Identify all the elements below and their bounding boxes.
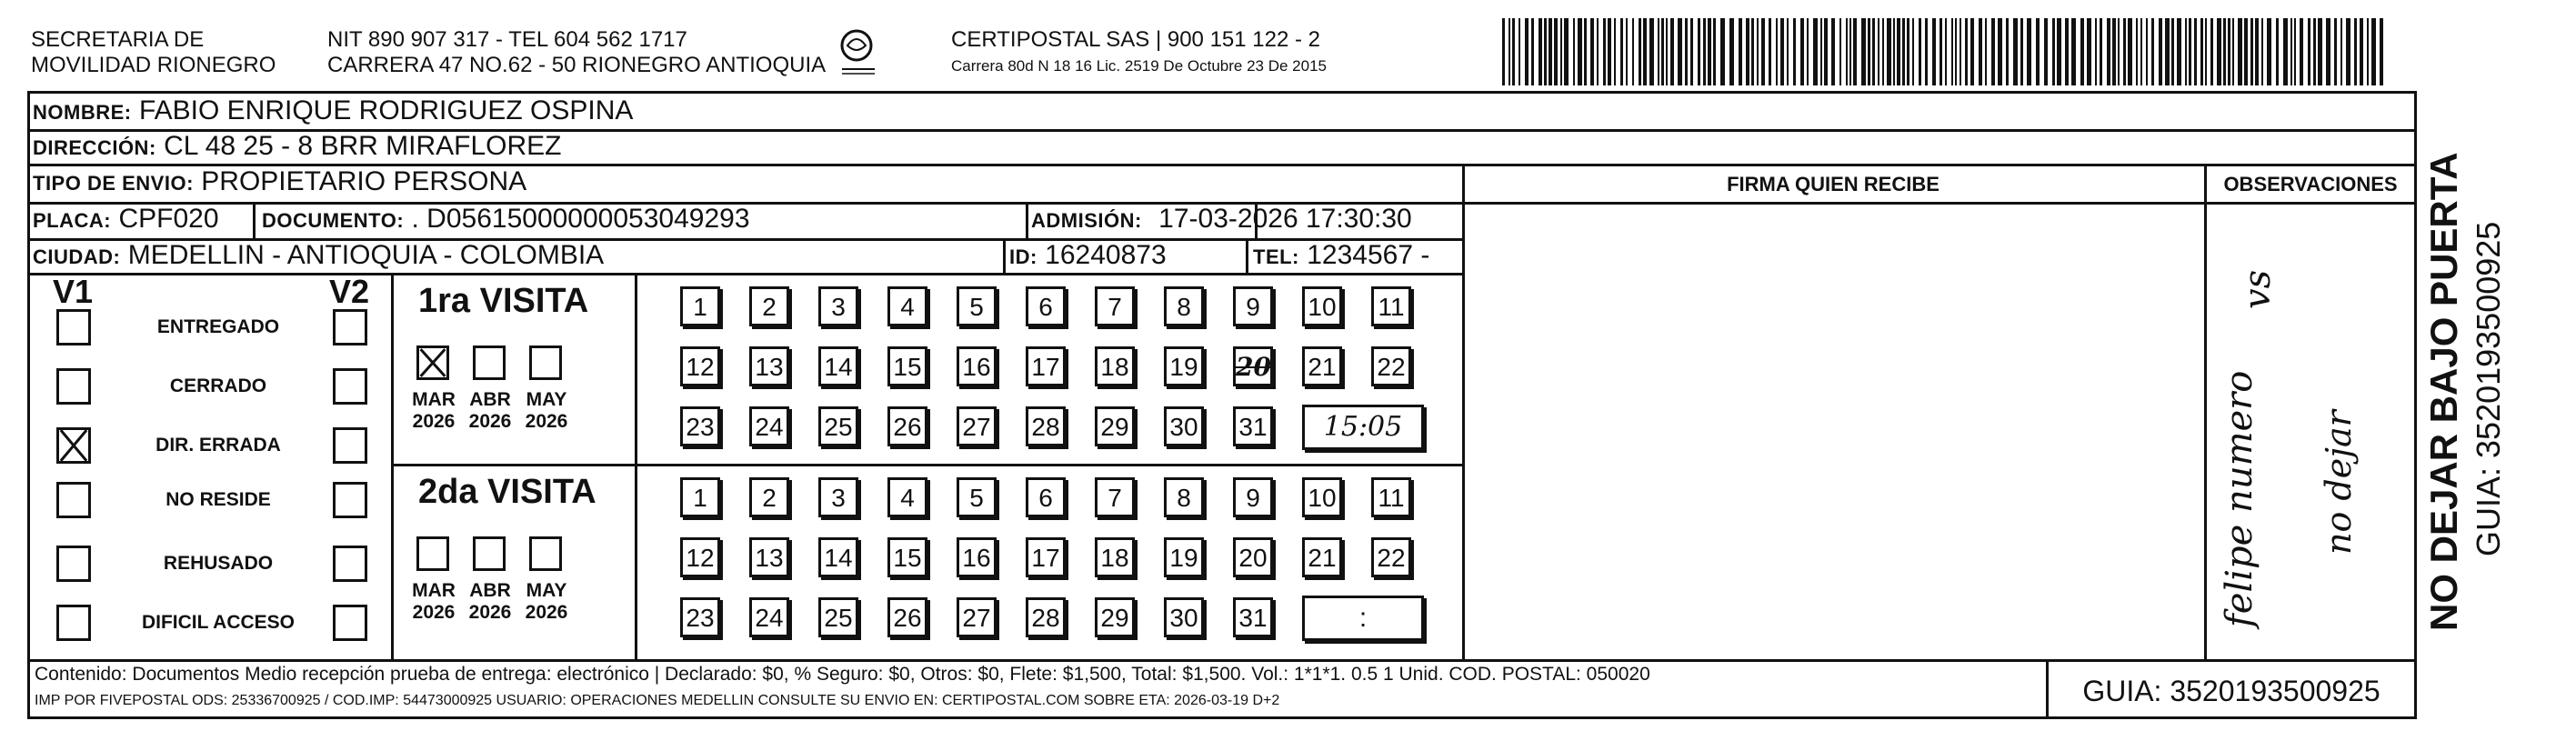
footer-guia: GUIA: 3520193500925: [2082, 675, 2381, 707]
placa-field: [33, 203, 219, 237]
visit-1-day-6[interactable]: 6: [1026, 286, 1066, 326]
sender-name-line2: MOVILIDAD RIONEGRO: [31, 53, 276, 77]
visit-2-day-15[interactable]: 15: [887, 537, 927, 577]
courier-name: CERTIPOSTAL SAS | 900 151 122 - 2: [951, 27, 1320, 52]
admision-label: ADMISIÓN:: [1031, 209, 1142, 232]
visit-1-day-5[interactable]: 5: [957, 286, 997, 326]
visit-2-day-27[interactable]: 27: [957, 597, 997, 637]
sender-name-line1: SECRETARIA DE: [31, 27, 205, 52]
visit-2-month-checkbox-1[interactable]: [473, 536, 506, 571]
visit-2-day-5[interactable]: 5: [957, 477, 997, 517]
visit-1-day-27[interactable]: 27: [957, 406, 997, 446]
tel-field: [1253, 239, 1429, 274]
visit-2-day-14[interactable]: 14: [818, 537, 858, 577]
side-warning: NO DEJAR BAJO PUERTA: [2422, 152, 2465, 631]
visit-2-day-17[interactable]: 17: [1026, 537, 1066, 577]
visit-1-day-18[interactable]: 18: [1095, 346, 1135, 386]
visit-2-day-31[interactable]: 31: [1233, 597, 1273, 637]
visit-1-day-9[interactable]: 9: [1233, 286, 1273, 326]
month-name: MAY: [526, 580, 567, 601]
visit-1-day-4[interactable]: 4: [887, 286, 927, 326]
visit-2-month-label-2: [516, 580, 576, 624]
visit-1-time-box[interactable]: 15:05: [1302, 405, 1424, 450]
visit-1-day-25[interactable]: 25: [818, 406, 858, 446]
nombre-label: NOMBRE:: [33, 101, 132, 124]
sender-address: CARRERA 47 NO.62 - 50 RIONEGRO ANTIOQUIA: [327, 53, 827, 77]
placa-value: CPF020: [118, 204, 219, 234]
month-year: 2026: [412, 411, 456, 432]
month-name: MAY: [526, 389, 567, 410]
visit-2-day-3[interactable]: 3: [818, 477, 858, 517]
visit-2-day-7[interactable]: 7: [1095, 477, 1135, 517]
visit-1-day-24[interactable]: 24: [749, 406, 789, 446]
tel-label: TEL:: [1253, 245, 1299, 268]
v1-checkbox-4[interactable]: [56, 546, 91, 582]
tipo-envio-label: TIPO DE ENVIO:: [33, 172, 194, 195]
footer-contenido: Contenido: Documentos Medio recepción prueba de entrega: electrónico | Declarado: $0, % Seguro: $0, Otros: $0, Flete: $1,500, Total: $1,500. Vol.: 1*1*1. 0.5 1 Unid. COD. POSTAL: 050020: [35, 664, 1650, 685]
visit-2-day-12[interactable]: 12: [680, 537, 720, 577]
visit-1-day-8[interactable]: 8: [1164, 286, 1204, 326]
visit-1-day-28[interactable]: 28: [1026, 406, 1066, 446]
month-name: MAR: [412, 580, 456, 601]
visit-2-day-22[interactable]: 22: [1371, 537, 1411, 577]
ciudad-value: MEDELLIN - ANTIOQUIA - COLOMBIA: [127, 240, 605, 270]
status-label-3: NO RESIDE: [165, 489, 271, 510]
status-label-1: CERRADO: [169, 376, 267, 396]
visit-2-day-6[interactable]: 6: [1026, 477, 1066, 517]
visit-2-day-26[interactable]: 26: [887, 597, 927, 637]
id-field: [1009, 239, 1167, 274]
id-value: 16240873: [1045, 240, 1167, 270]
visit-1-day-16[interactable]: 16: [957, 346, 997, 386]
visit-2-day-1[interactable]: 1: [680, 477, 720, 517]
month-year: 2026: [468, 411, 512, 432]
visit-2-day-13[interactable]: 13: [749, 537, 789, 577]
visit-2-day-28[interactable]: 28: [1026, 597, 1066, 637]
month-year: 2026: [525, 602, 568, 623]
observaciones-column-title: OBSERVACIONES: [2223, 173, 2398, 195]
visit-2-day-19[interactable]: 19: [1164, 537, 1204, 577]
placa-label: PLACA:: [33, 209, 112, 232]
handwritten-note-1: felipe numero: [2219, 370, 2260, 627]
visit-1-day-22[interactable]: 22: [1371, 346, 1411, 386]
visit-1-month-label-1: [460, 389, 520, 433]
documento-label: DOCUMENTO:: [262, 209, 405, 232]
v1-checkbox-2[interactable]: [56, 427, 91, 464]
admision-value: 17-03-2026 17:30:30: [1158, 204, 1412, 234]
v1-checkbox-1[interactable]: [56, 368, 91, 405]
visit-1-day-20[interactable]: 20: [1233, 346, 1273, 386]
visit-2-day-18[interactable]: 18: [1095, 537, 1135, 577]
visit-2-time-box[interactable]: :: [1302, 596, 1424, 641]
visit-2-day-9[interactable]: 9: [1233, 477, 1273, 517]
v1-checkbox-5[interactable]: [56, 605, 91, 641]
v2-checkbox-1[interactable]: [333, 368, 367, 405]
v1-checkbox-0[interactable]: [56, 309, 91, 345]
courier-license: Carrera 80d N 18 16 Lic. 2519 De Octubre 23 De 2015: [951, 57, 1327, 75]
visit-1-day-12[interactable]: 12: [680, 346, 720, 386]
id-label: ID:: [1009, 245, 1037, 268]
admision-field: [1031, 203, 1412, 237]
v2-checkbox-2[interactable]: [333, 427, 367, 464]
visit-1-day-29[interactable]: 29: [1095, 406, 1135, 446]
documento-field: [262, 203, 750, 237]
visit-2-month-label-1: [460, 580, 520, 624]
visit-1-day-15[interactable]: 15: [887, 346, 927, 386]
month-name: ABR: [469, 389, 511, 410]
visit-2-month-label-0: [404, 580, 464, 624]
v2-checkbox-4[interactable]: [333, 546, 367, 582]
month-name: ABR: [469, 580, 511, 601]
visit-1-day-17[interactable]: 17: [1026, 346, 1066, 386]
visit-1-title: 1ra VISITA: [418, 282, 589, 320]
v1-checkbox-3[interactable]: [56, 482, 91, 518]
visit-1-day-2[interactable]: 2: [749, 286, 789, 326]
v1-header: V1: [53, 273, 94, 310]
month-year: 2026: [412, 602, 456, 623]
status-label-5: DIFICIL ACCESO: [141, 612, 295, 633]
ciudad-field: [33, 239, 604, 274]
visit-1-day-23[interactable]: 23: [680, 406, 720, 446]
handwritten-note-3: no dejar: [2319, 410, 2359, 555]
visit-2-title: 2da VISITA: [418, 473, 596, 511]
visit-1-day-10[interactable]: 10: [1302, 286, 1342, 326]
documento-value: . D05615000000053049293: [411, 204, 750, 234]
visit-1-day-21[interactable]: 21: [1302, 346, 1342, 386]
visit-1-day-26[interactable]: 26: [887, 406, 927, 446]
direccion-value: CL 48 25 - 8 BRR MIRAFLOREZ: [164, 131, 562, 161]
visit-1-day-14[interactable]: 14: [818, 346, 858, 386]
visit-1-day-1[interactable]: 1: [680, 286, 720, 326]
visit-2-day-21[interactable]: 21: [1302, 537, 1342, 577]
courier-logo-icon: [835, 27, 880, 78]
visit-2-day-23[interactable]: 23: [680, 597, 720, 637]
visit-2-day-8[interactable]: 8: [1164, 477, 1204, 517]
direccion-label: DIRECCIÓN:: [33, 136, 156, 159]
tipo-envio-value: PROPIETARIO PERSONA: [201, 166, 527, 196]
visit-1-day-7[interactable]: 7: [1095, 286, 1135, 326]
v2-header: V2: [329, 273, 370, 310]
barcode-image: [1502, 18, 2389, 85]
status-label-4: REHUSADO: [163, 553, 274, 574]
side-guia: GUIA: 3520193500925: [2470, 221, 2507, 556]
visit-2-day-30[interactable]: 30: [1164, 597, 1204, 637]
tel-value: 1234567 -: [1307, 240, 1430, 270]
visit-1-day-19[interactable]: 19: [1164, 346, 1204, 386]
visit-2-month-checkbox-0[interactable]: [416, 536, 449, 571]
visit-2-day-16[interactable]: 16: [957, 537, 997, 577]
tipo-envio-field: [33, 165, 526, 200]
direccion-field: [33, 130, 561, 165]
nombre-value: FABIO ENRIQUE RODRIGUEZ OSPINA: [138, 95, 634, 125]
visit-1-month-checkbox-0[interactable]: [416, 345, 449, 380]
v2-checkbox-0[interactable]: [333, 309, 367, 345]
sender-nit: NIT 890 907 317 - TEL 604 562 1717: [327, 27, 687, 52]
month-name: MAR: [412, 389, 456, 410]
visit-2-day-29[interactable]: 29: [1095, 597, 1135, 637]
ciudad-label: CIUDAD:: [33, 245, 121, 268]
v2-checkbox-5[interactable]: [333, 605, 367, 641]
firma-column-title: FIRMA QUIEN RECIBE: [1727, 173, 1940, 195]
v2-checkbox-3[interactable]: [333, 482, 367, 518]
visit-1-day-13[interactable]: 13: [749, 346, 789, 386]
visit-1-day-31[interactable]: 31: [1233, 406, 1273, 446]
month-year: 2026: [468, 602, 512, 623]
visit-2-day-2[interactable]: 2: [749, 477, 789, 517]
status-label-2: DIR. ERRADA: [155, 435, 281, 456]
visit-2-day-11[interactable]: 11: [1371, 477, 1411, 517]
visit-2-day-20[interactable]: 20: [1233, 537, 1273, 577]
visit-1-day-11[interactable]: 11: [1371, 286, 1411, 326]
visit-1-month-label-0: [404, 389, 464, 433]
visit-1-month-checkbox-2[interactable]: [529, 345, 562, 380]
visit-1-month-checkbox-1[interactable]: [473, 345, 506, 380]
handwritten-note-2: vs: [2237, 269, 2279, 309]
nombre-field: [33, 95, 633, 129]
footer-imp: IMP POR FIVEPOSTAL ODS: 25336700925 / COD.IMP: 54473000925 USUARIO: OPERACIONES MEDELLIN CONSULTE SU ENVIO EN: CERTIPOSTAL.COM SOBRE ETA: 2026-03-19 D+2: [35, 693, 1280, 708]
visit-1-day-30[interactable]: 30: [1164, 406, 1204, 446]
visit-1-month-label-2: [516, 389, 576, 433]
visit-2-day-10[interactable]: 10: [1302, 477, 1342, 517]
visit-2-day-4[interactable]: 4: [887, 477, 927, 517]
month-year: 2026: [525, 411, 568, 432]
visit-1-day-3[interactable]: 3: [818, 286, 858, 326]
status-label-0: ENTREGADO: [156, 316, 280, 337]
visit-2-month-checkbox-2[interactable]: [529, 536, 562, 571]
visit-2-day-24[interactable]: 24: [749, 597, 789, 637]
visit-2-day-25[interactable]: 25: [818, 597, 858, 637]
